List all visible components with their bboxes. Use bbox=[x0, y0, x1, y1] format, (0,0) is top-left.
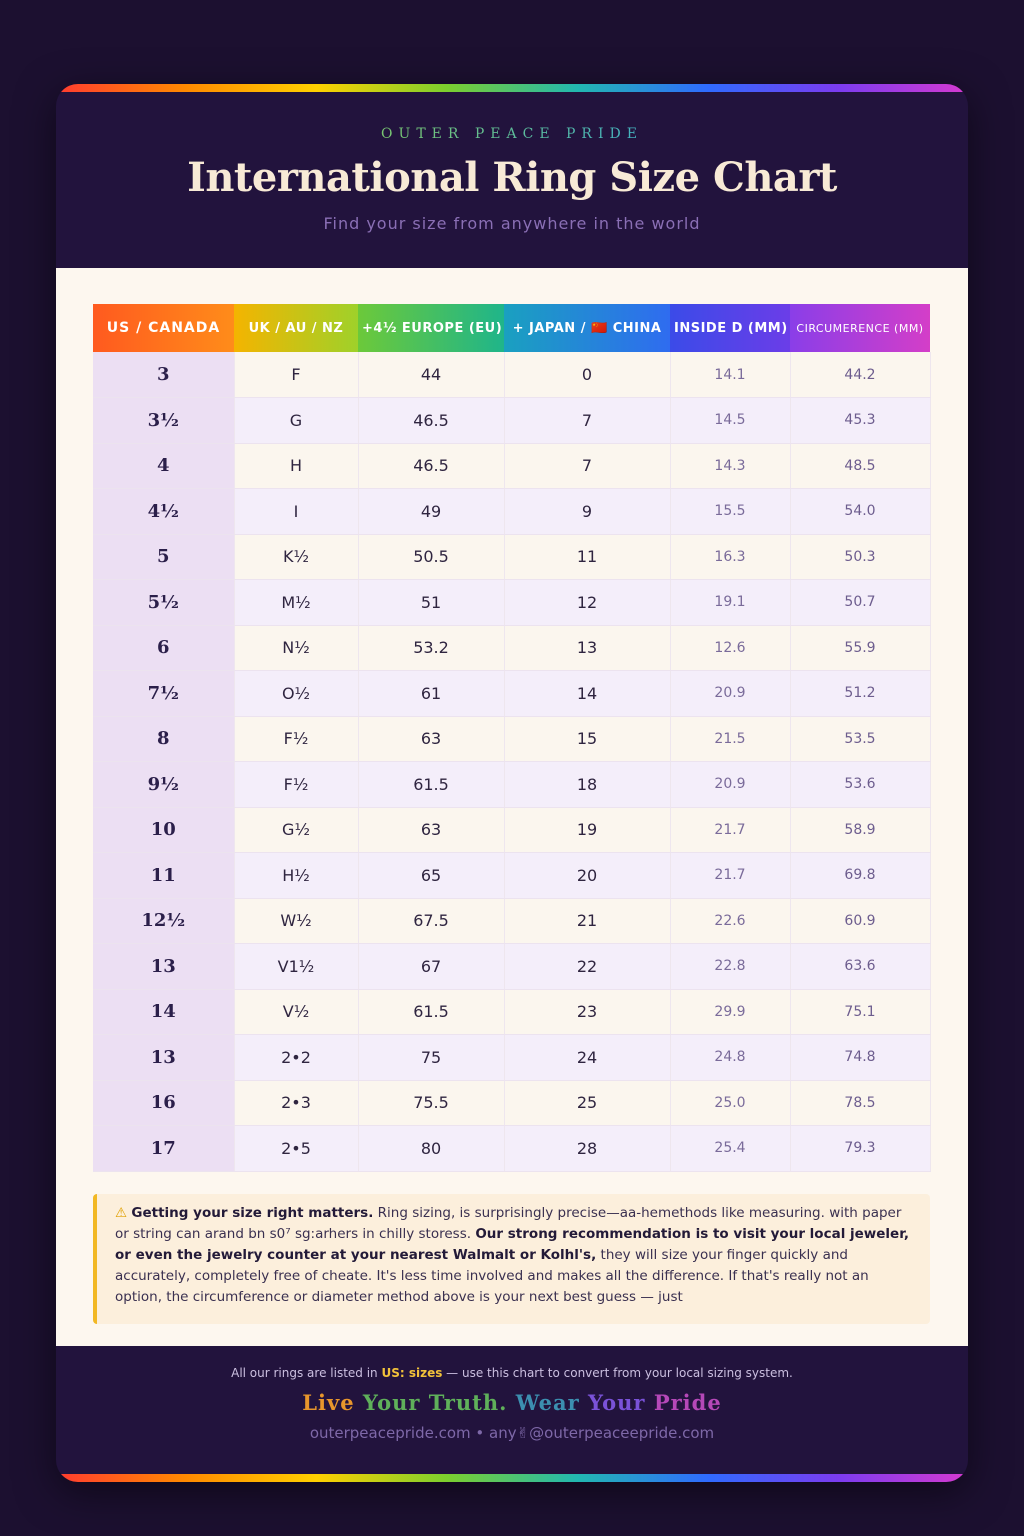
cell-inside-diameter: 22.8 bbox=[670, 944, 790, 990]
cell-japan-size: 22 bbox=[504, 944, 670, 990]
cell-inside-diameter: 14.5 bbox=[670, 398, 790, 444]
tagline-word: Your bbox=[587, 1390, 654, 1415]
cell-eu-size: 44 bbox=[358, 352, 504, 398]
ring-size-table bbox=[93, 304, 931, 1172]
cell-circumference: 60.9 bbox=[790, 898, 930, 944]
cell-japan-size: 7 bbox=[504, 443, 670, 489]
cell-eu-size: 61 bbox=[358, 671, 504, 717]
cell-circumference: 58.9 bbox=[790, 807, 930, 853]
cell-us-size: 5½ bbox=[93, 580, 234, 626]
cell-inside-diameter: 15.5 bbox=[670, 489, 790, 535]
cell-uk-size: I bbox=[234, 489, 358, 535]
cell-inside-diameter: 16.3 bbox=[670, 534, 790, 580]
table-row bbox=[93, 534, 930, 580]
cell-uk-size: F½ bbox=[234, 762, 358, 808]
cell-japan-size: 13 bbox=[504, 625, 670, 671]
page-title: International Ring Size Chart bbox=[187, 154, 837, 201]
tagline-word: Your bbox=[362, 1390, 429, 1415]
cell-eu-size: 67 bbox=[358, 944, 504, 990]
cell-circumference: 48.5 bbox=[790, 443, 930, 489]
cell-inside-diameter: 14.1 bbox=[670, 352, 790, 398]
cell-japan-size: 0 bbox=[504, 352, 670, 398]
header bbox=[56, 92, 968, 268]
cell-eu-size: 49 bbox=[358, 489, 504, 535]
table-row bbox=[93, 807, 930, 853]
note-heading: Getting your size right matters. bbox=[131, 1205, 374, 1221]
cell-circumference: 54.0 bbox=[790, 489, 930, 535]
note-text-2: they will size your finger quickly and accurately, completely free of cheate. It's less time involved and makes all the difference. If that's really not an option, the circumference or diameter method above is your next best guess — just bbox=[115, 1247, 869, 1305]
table-row bbox=[93, 398, 930, 444]
cell-inside-diameter: 12.6 bbox=[670, 625, 790, 671]
cell-circumference: 75.1 bbox=[790, 989, 930, 1035]
cell-inside-diameter: 24.8 bbox=[670, 1035, 790, 1081]
column-header-inside-diameter: INSIDE D (MM) bbox=[670, 304, 790, 352]
cell-uk-size: K½ bbox=[234, 534, 358, 580]
cell-uk-size: H bbox=[234, 443, 358, 489]
table-row bbox=[93, 1080, 930, 1126]
cell-us-size: 9½ bbox=[93, 762, 234, 808]
cell-inside-diameter: 21.7 bbox=[670, 807, 790, 853]
table-row bbox=[93, 1035, 930, 1081]
cell-japan-size: 25 bbox=[504, 1080, 670, 1126]
cell-uk-size: 2•3 bbox=[234, 1080, 358, 1126]
column-header-us: US / CANADA bbox=[93, 304, 234, 352]
cell-inside-diameter: 14.3 bbox=[670, 443, 790, 489]
footer bbox=[56, 1346, 968, 1474]
cell-circumference: 44.2 bbox=[790, 352, 930, 398]
cell-us-size: 3½ bbox=[93, 398, 234, 444]
cell-inside-diameter: 21.5 bbox=[670, 716, 790, 762]
cell-japan-size: 11 bbox=[504, 534, 670, 580]
cell-uk-size: V1½ bbox=[234, 944, 358, 990]
footer-info bbox=[56, 1366, 968, 1380]
column-header-uk: UK / AU / NZ bbox=[234, 304, 358, 352]
cell-inside-diameter: 25.4 bbox=[670, 1126, 790, 1172]
table-header-row bbox=[93, 304, 930, 352]
cell-japan-size: 7 bbox=[504, 398, 670, 444]
cell-us-size: 17 bbox=[93, 1126, 234, 1172]
cell-eu-size: 46.5 bbox=[358, 443, 504, 489]
table-row bbox=[93, 443, 930, 489]
cell-us-size: 7½ bbox=[93, 671, 234, 717]
cell-us-size: 8 bbox=[93, 716, 234, 762]
column-header-japan-china: + JAPAN / 🇨🇳 CHINA bbox=[504, 304, 670, 352]
cell-inside-diameter: 29.9 bbox=[670, 989, 790, 1035]
cell-uk-size: N½ bbox=[234, 625, 358, 671]
cell-circumference: 79.3 bbox=[790, 1126, 930, 1172]
cell-eu-size: 53.2 bbox=[358, 625, 504, 671]
cell-us-size: 16 bbox=[93, 1080, 234, 1126]
brand-name: OUTER PEACE PRIDE bbox=[56, 126, 968, 142]
tagline bbox=[56, 1390, 968, 1415]
cell-circumference: 53.5 bbox=[790, 716, 930, 762]
column-header-europe: +4½ EUROPE (EU) bbox=[358, 304, 504, 352]
cell-us-size: 5 bbox=[93, 534, 234, 580]
cell-eu-size: 65 bbox=[358, 853, 504, 899]
table-row bbox=[93, 898, 930, 944]
note-text-1: Ring sizing, is surprisingly precise—aa-hemethods like measuring. with paper or string can arand bn s0⁷ sg:arhers in chilly storess. bbox=[115, 1205, 902, 1242]
sizing-advice-note bbox=[93, 1194, 930, 1324]
footer-info-highlight: US: sizes bbox=[381, 1366, 443, 1380]
cell-us-size: 3 bbox=[93, 352, 234, 398]
cell-uk-size: H½ bbox=[234, 853, 358, 899]
table-row bbox=[93, 762, 930, 808]
cell-circumference: 78.5 bbox=[790, 1080, 930, 1126]
cell-japan-size: 28 bbox=[504, 1126, 670, 1172]
cell-inside-diameter: 25.0 bbox=[670, 1080, 790, 1126]
cell-uk-size: F bbox=[234, 352, 358, 398]
cell-uk-size: G½ bbox=[234, 807, 358, 853]
cell-eu-size: 46.5 bbox=[358, 398, 504, 444]
cell-inside-diameter: 20.9 bbox=[670, 671, 790, 717]
cell-japan-size: 20 bbox=[504, 853, 670, 899]
table-row bbox=[93, 580, 930, 626]
table-row bbox=[93, 989, 930, 1035]
cell-uk-size: 2•5 bbox=[234, 1126, 358, 1172]
cell-circumference: 69.8 bbox=[790, 853, 930, 899]
cell-us-size: 11 bbox=[93, 853, 234, 899]
cell-us-size: 4½ bbox=[93, 489, 234, 535]
column-header-circumference: CIRCUMERENCE (MM) bbox=[790, 304, 930, 352]
cell-japan-size: 9 bbox=[504, 489, 670, 535]
cell-us-size: 10 bbox=[93, 807, 234, 853]
cell-japan-size: 14 bbox=[504, 671, 670, 717]
tagline-word: Pride bbox=[653, 1390, 722, 1415]
table-row bbox=[93, 352, 930, 398]
table-row bbox=[93, 625, 930, 671]
tagline-word: Wear bbox=[515, 1390, 588, 1415]
cell-uk-size: V½ bbox=[234, 989, 358, 1035]
cell-eu-size: 75 bbox=[358, 1035, 504, 1081]
footer-info-pre: All our rings are listed in bbox=[231, 1366, 382, 1380]
table-row bbox=[93, 489, 930, 535]
cell-circumference: 63.6 bbox=[790, 944, 930, 990]
cell-us-size: 13 bbox=[93, 1035, 234, 1081]
cell-japan-size: 18 bbox=[504, 762, 670, 808]
cell-inside-diameter: 21.7 bbox=[670, 853, 790, 899]
cell-eu-size: 67.5 bbox=[358, 898, 504, 944]
cell-japan-size: 15 bbox=[504, 716, 670, 762]
footer-info-post: — use this chart to convert from your local sizing system. bbox=[442, 1366, 793, 1380]
rainbow-stripe-bottom bbox=[56, 1474, 968, 1482]
cell-eu-size: 63 bbox=[358, 716, 504, 762]
note-recommendation: Our strong recommendation is to visit your local jeweler, or even the jewelry counter at your nearest Walmalt or Kolhl's, bbox=[115, 1226, 910, 1263]
cell-eu-size: 75.5 bbox=[358, 1080, 504, 1126]
cell-circumference: 51.2 bbox=[790, 671, 930, 717]
ring-size-card bbox=[56, 84, 968, 1482]
cell-eu-size: 51 bbox=[358, 580, 504, 626]
cell-us-size: 14 bbox=[93, 989, 234, 1035]
cell-us-size: 12½ bbox=[93, 898, 234, 944]
cell-inside-diameter: 20.9 bbox=[670, 762, 790, 808]
table-body bbox=[93, 352, 930, 1171]
contact-links[interactable]: outerpeacepride.com • any✌@outerpeaceepride.com bbox=[309, 1424, 715, 1442]
cell-japan-size: 12 bbox=[504, 580, 670, 626]
cell-us-size: 4 bbox=[93, 443, 234, 489]
cell-eu-size: 63 bbox=[358, 807, 504, 853]
cell-uk-size: G bbox=[234, 398, 358, 444]
warning-icon: ⚠ bbox=[115, 1205, 128, 1221]
cell-eu-size: 80 bbox=[358, 1126, 504, 1172]
table-row bbox=[93, 853, 930, 899]
cell-japan-size: 24 bbox=[504, 1035, 670, 1081]
chart-panel bbox=[56, 268, 968, 1346]
cell-circumference: 50.3 bbox=[790, 534, 930, 580]
cell-us-size: 13 bbox=[93, 944, 234, 990]
table-row bbox=[93, 671, 930, 717]
rainbow-stripe-top bbox=[56, 84, 968, 92]
table-row bbox=[93, 944, 930, 990]
cell-uk-size: O½ bbox=[234, 671, 358, 717]
cell-eu-size: 61.5 bbox=[358, 762, 504, 808]
tagline-word: Live bbox=[302, 1390, 363, 1415]
table-row bbox=[93, 716, 930, 762]
cell-uk-size: W½ bbox=[234, 898, 358, 944]
cell-japan-size: 19 bbox=[504, 807, 670, 853]
cell-circumference: 74.8 bbox=[790, 1035, 930, 1081]
cell-inside-diameter: 19.1 bbox=[670, 580, 790, 626]
table-row bbox=[93, 1126, 930, 1172]
cell-japan-size: 23 bbox=[504, 989, 670, 1035]
cell-circumference: 45.3 bbox=[790, 398, 930, 444]
cell-circumference: 50.7 bbox=[790, 580, 930, 626]
cell-circumference: 53.6 bbox=[790, 762, 930, 808]
cell-uk-size: F½ bbox=[234, 716, 358, 762]
cell-us-size: 6 bbox=[93, 625, 234, 671]
page-subtitle: Find your size from anywhere in the world bbox=[323, 214, 701, 233]
cell-inside-diameter: 22.6 bbox=[670, 898, 790, 944]
cell-japan-size: 21 bbox=[504, 898, 670, 944]
cell-circumference: 55.9 bbox=[790, 625, 930, 671]
tagline-word: Truth. bbox=[428, 1390, 516, 1415]
cell-uk-size: M½ bbox=[234, 580, 358, 626]
cell-eu-size: 61.5 bbox=[358, 989, 504, 1035]
cell-uk-size: 2•2 bbox=[234, 1035, 358, 1081]
cell-eu-size: 50.5 bbox=[358, 534, 504, 580]
